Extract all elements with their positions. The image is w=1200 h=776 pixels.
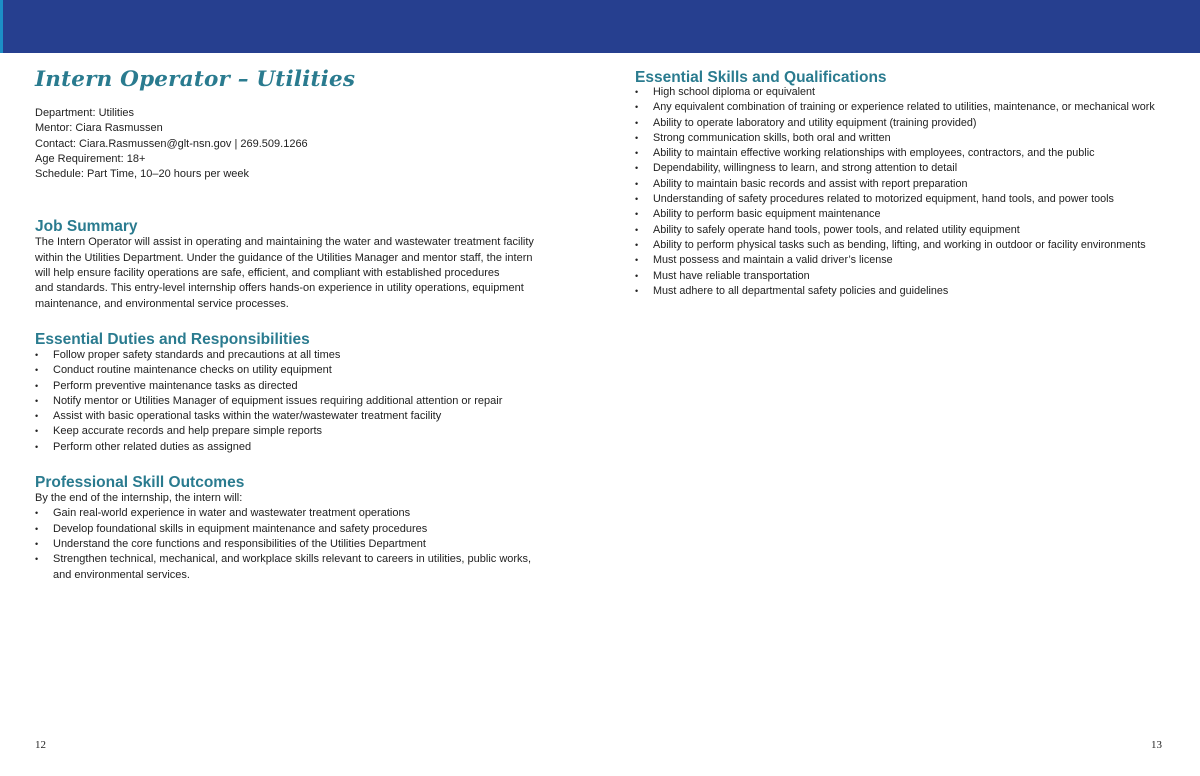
header-band-edge bbox=[0, 0, 3, 53]
page-number-left: 12 bbox=[35, 739, 46, 751]
list-item: • Must possess and maintain a valid driver’s license bbox=[635, 253, 1175, 268]
list-item: • Ability to perform basic equipment maintenance bbox=[635, 207, 1175, 222]
bullet-icon: • bbox=[35, 538, 39, 549]
bullet-icon: • bbox=[635, 117, 639, 128]
bullet-icon: • bbox=[35, 411, 39, 422]
info-department: Department: Utilities bbox=[35, 107, 135, 119]
list-item: • Gain real-world experience in water and wastewater treatment operations bbox=[35, 506, 575, 521]
list-item: • Ability to safely operate hand tools, power tools, and related utility equipment bbox=[635, 223, 1175, 238]
bullet-icon: • bbox=[35, 365, 39, 376]
bullet-icon: • bbox=[35, 395, 39, 406]
bullet-icon: • bbox=[635, 270, 639, 281]
bullet-icon: • bbox=[635, 209, 639, 220]
outcomes-heading: Professional Skill Outcomes bbox=[35, 474, 245, 492]
job-summary-line: and standards. This entry-level internship offers hands-on experience in utility operations, equipment bbox=[35, 282, 524, 295]
bullet-icon: • bbox=[635, 194, 639, 205]
bullet-icon: • bbox=[35, 523, 39, 534]
bullet-icon: • bbox=[635, 239, 639, 250]
job-summary-text bbox=[35, 235, 575, 311]
outcomes-list bbox=[35, 506, 575, 582]
duties-list bbox=[35, 348, 575, 455]
list-item: • Follow proper safety standards and precautions at all times bbox=[35, 348, 575, 363]
list-item: • Conduct routine maintenance checks on utility equipment bbox=[35, 363, 575, 378]
left-page bbox=[35, 66, 575, 583]
list-item: • Any equivalent combination of training or experience related to utilities, maintenance, or mechanical work bbox=[635, 100, 1175, 115]
list-item: • Assist with basic operational tasks within the water/wastewater treatment facility bbox=[35, 409, 575, 424]
duties-section bbox=[35, 330, 575, 455]
list-item: • Ability to operate laboratory and utility equipment (training provided) bbox=[635, 116, 1175, 131]
bullet-icon: • bbox=[35, 426, 39, 437]
job-summary-line: within the Utilities Department. Under the guidance of the Utilities Manager and mentor staff, the intern bbox=[35, 251, 533, 264]
position-info bbox=[35, 106, 575, 182]
skills-list bbox=[635, 85, 1175, 299]
duties-heading: Essential Duties and Responsibilities bbox=[35, 330, 310, 348]
bullet-icon: • bbox=[635, 255, 639, 266]
bullet-icon: • bbox=[635, 178, 639, 189]
list-item: • Ability to perform physical tasks such as bending, lifting, and working in outdoor or facility environments bbox=[635, 238, 1175, 253]
list-item: • Dependability, willingness to learn, and strong attention to detail bbox=[635, 161, 1175, 176]
bullet-icon: • bbox=[635, 148, 639, 159]
right-page bbox=[635, 68, 1175, 299]
list-item: • Ability to maintain basic records and assist with report preparation bbox=[635, 177, 1175, 192]
list-item: • Strong communication skills, both oral and written bbox=[635, 131, 1175, 146]
outcomes-section bbox=[35, 473, 575, 583]
list-item: • Strengthen technical, mechanical, and workplace skills relevant to careers in utilities, public works, and environmental services. bbox=[35, 553, 532, 581]
list-item: • High school diploma or equivalent bbox=[635, 85, 1175, 100]
skills-heading: Essential Skills and Qualifications bbox=[635, 69, 887, 86]
list-item: • Develop foundational skills in equipment maintenance and safety procedures bbox=[35, 522, 575, 537]
bullet-icon: • bbox=[635, 224, 639, 235]
info-contact: Contact: Ciara.Rasmussen@glt-nsn.gov | 269.509.1266 bbox=[35, 137, 308, 150]
list-item: • Understanding of safety procedures related to motorized equipment, hand tools, and power tools bbox=[635, 192, 1175, 207]
info-mentor: Mentor: Ciara Rasmussen bbox=[35, 122, 163, 135]
header-band bbox=[0, 0, 1200, 53]
page-number-right: 13 bbox=[1151, 739, 1162, 751]
list-item: • Understand the core functions and responsibilities of the Utilities Department bbox=[35, 537, 575, 552]
outcomes-intro: By the end of the internship, the intern will: bbox=[35, 492, 243, 505]
job-summary-heading: Job Summary bbox=[35, 218, 138, 236]
list-item: • Ability to maintain effective working relationships with employees, contractors, and the public bbox=[635, 146, 1175, 161]
bullet-icon: • bbox=[635, 102, 639, 113]
bullet-icon: • bbox=[635, 132, 639, 143]
info-schedule: Schedule: Part Time, 10–20 hours per week bbox=[35, 168, 250, 181]
list-item: • Must have reliable transportation bbox=[635, 269, 1175, 284]
bullet-icon: • bbox=[635, 163, 639, 174]
list-item: • Keep accurate records and help prepare simple reports bbox=[35, 424, 575, 439]
bullet-icon: • bbox=[635, 87, 639, 97]
job-summary-section bbox=[35, 217, 575, 311]
page-title: Intern Operator – Utilities bbox=[35, 67, 356, 92]
job-summary-line: The Intern Operator will assist in operating and maintaining the water and wastewater treatment facility bbox=[35, 236, 534, 249]
bullet-icon: • bbox=[635, 285, 639, 296]
list-item: • Notify mentor or Utilities Manager of equipment issues requiring additional attention or repair bbox=[35, 394, 575, 409]
bullet-icon: • bbox=[35, 508, 39, 519]
info-age: Age Requirement: 18+ bbox=[35, 152, 146, 165]
job-summary-line: will help ensure facility operations are safe, efficient, and compliant with established procedures bbox=[35, 267, 500, 280]
bullet-icon: • bbox=[35, 380, 39, 391]
list-item: • Must adhere to all departmental safety policies and guidelines bbox=[635, 284, 1175, 299]
list-item: • Perform preventive maintenance tasks as directed bbox=[35, 379, 575, 394]
job-summary-line: maintenance, and environmental service processes. bbox=[35, 297, 289, 310]
list-item: • Perform other related duties as assigned bbox=[35, 440, 575, 455]
bullet-icon: • bbox=[35, 554, 39, 565]
bullet-icon: • bbox=[35, 349, 39, 360]
bullet-icon: • bbox=[35, 441, 39, 452]
